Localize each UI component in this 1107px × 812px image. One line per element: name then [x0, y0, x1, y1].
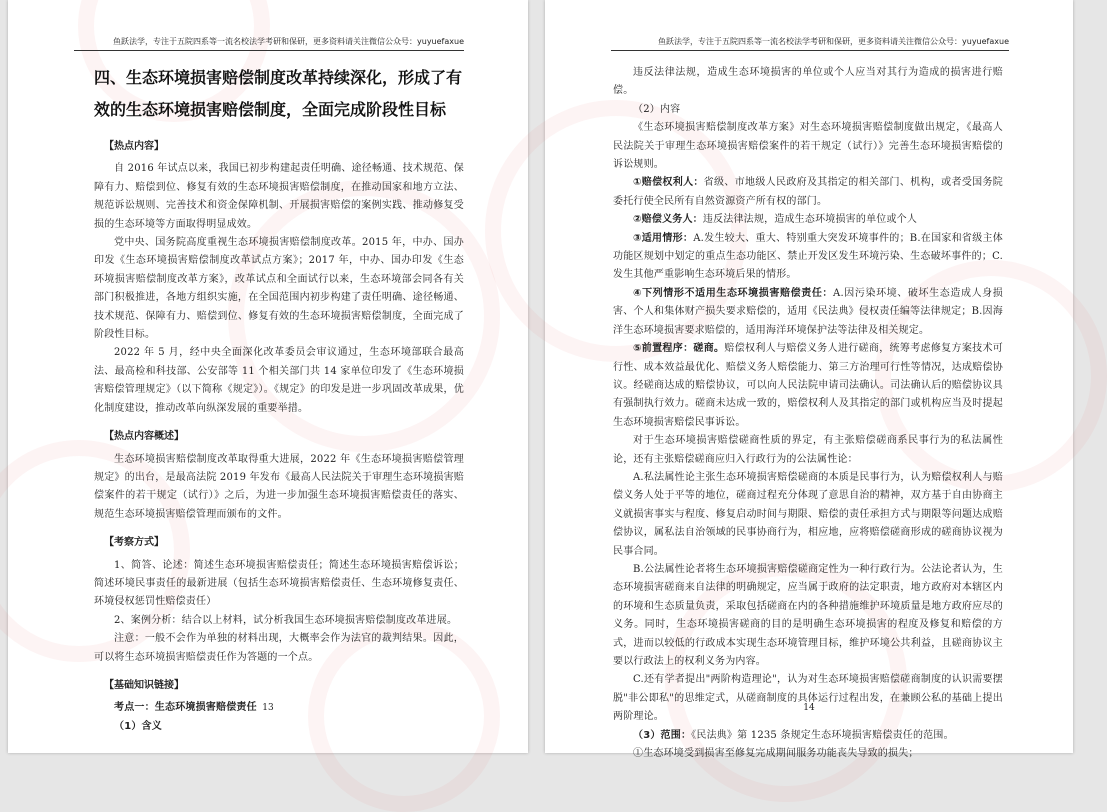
page-number: 13: [262, 703, 274, 713]
paragraph: 2、案例分析：结合以上材料，试分析我国生态环境损害赔偿制度改革进展。: [114, 614, 458, 626]
paragraph: [613, 230, 1003, 285]
item-label: ⑤前置程序：磋商。: [633, 343, 725, 355]
paragraph: 违反法律法规，造成生态环境损害的单位或个人应当对其行为造成的损害进行赔偿。: [613, 67, 1003, 97]
document-page-left: [8, 0, 528, 753]
item-text: A.因污染环境、破坏生态造成人身损害、个人和集体财产损失要求赔偿的，适用《民法典》侵权责任编等法律规定；B.因海洋生态环境损害要求赔偿的，适用海洋环境保护法等法律及相关规定。: [613, 287, 1003, 336]
subheading: （1）含义: [114, 720, 162, 732]
subheading: （2）内容: [633, 103, 681, 115]
item-label: ①赔偿权利人：: [633, 177, 704, 189]
page-content: [613, 64, 1003, 763]
paragraph: 对于生态环境损害赔偿磋商性质的界定，有主张赔偿磋商系民事行为的私法属性论，还有主张赔偿磋商应归入行政行为的公法属性论：: [613, 435, 1003, 465]
page-header: 鱼跃法学，专注于五院四系等一流名校法学考研和保研，更多资料请关注微信公众号：yuyuefaxue: [74, 36, 464, 51]
paragraph: [613, 174, 1003, 211]
paragraph: A.私法属性论主张生态环境损害赔偿磋商的本质是民事行为，认为赔偿权利人与赔偿义务人处于平等的地位，磋商过程充分体现了意思自治的精神，双方基于自由协商主义就损害事实与程度、修复启动时间与期限、赔偿的责任承担方式与期限等问题达成赔偿协议，属私法自治领域的民事协商行为，相应地，应将赔偿磋商形成的磋商协议视为民事合同。: [613, 471, 1003, 557]
item-text: 省级、市地级人民政府及其指定的相关部门、机构，或者受国务院委托行使全民所有自然资源资产所有权的部门。: [613, 177, 1003, 207]
item-text: A.发生较大、重大、特别重大突发环境事件的；B.在国家和省级主体功能区规划中划定的重点生态功能区、禁止开发区发生环境污染、生态破坏事件的；C.发生其他严重影响生态环境后果的情形。: [613, 232, 1004, 281]
section-label-hot-content: 【热点内容】: [104, 141, 164, 152]
paragraph: 党中央、国务院高度重视生态环境损害赔偿制度改革。2015 年，中办、国办印发《生态环境损害赔偿制度改革试点方案》；2017 年，中办、国办印发《生态环境损害赔偿制度改革方案》，改革试点和全面试行以来，生态环境部会同各有关部门积极推进，各地方组织实施，在全国范围内初步构建了责任明确、途径畅通、技术规范、保障有力、赔偿到位、修复有效的生态环境损害赔偿制度，全面完成了阶段性目标。: [94, 237, 464, 341]
item-label: ③适用情形：: [633, 232, 694, 244]
paragraph: ①生态环境受到损害至修复完成期间服务功能丧失导致的损失；: [633, 748, 919, 760]
paragraph: [613, 285, 1003, 340]
paragraph: 1、简答、论述：简述生态环境损害赔偿责任；简述生态环境损害赔偿诉讼；简述环境民事责任的最新进展（包括生态环境损害赔偿责任、生态环境修复责任、环境侵权惩罚性赔偿责任）: [94, 559, 464, 608]
item-text: 违反法律法规，造成生态环境损害的单位或个人: [702, 214, 918, 226]
paragraph: 2022 年 5 月，经中央全面深化改革委员会审议通过，生态环境部联合最高法、最高检和科技部、公安部等 11 个相关部门共 14 家单位印发了《生态环境损害赔偿管理规定》（以下简称《规定》）。《规定》的印发是进一步巩固改革成果，优化制度建设，推动改革向纵深发展的重要举措。: [94, 347, 464, 414]
paragraph: [613, 727, 1003, 745]
item-text: 赔偿权利人与赔偿义务人进行磋商，统筹考虑修复方案技术可行性、成本效益最优化、赔偿义务人赔偿能力、第三方治理可行性等情况，达成赔偿协议。经磋商达成的赔偿协议，可以向人民法院申请司法确认。司法确认后的赔偿协议具有强制执行效力。磋商未达成一致的，赔偿权利人及其指定的部门或机构应当及时提起生态环境损害赔偿民事诉讼。: [613, 343, 1003, 428]
section-label-overview: 【热点内容概述】: [104, 431, 184, 443]
paragraph: 生态环境损害赔偿制度改革取得重大进展，2022 年《生态环境损害赔偿管理规定》的出台，是最高法院 2019 年发布《最高人民法院关于审理生态环境损害赔偿案件的若干规定（试行）》之后，为进一步加强生态环境损害赔偿责任的落实、规范生态环境损害赔偿管理而颁布的文件。: [94, 453, 464, 520]
item-label: （3）范围：: [633, 729, 692, 741]
paragraph: 注意：一般不会作为单独的材料出现，大概率会作为法官的裁判结果。因此，可以将生态环境损害赔偿责任作为答题的一个点。: [94, 633, 464, 663]
section-title: 四、生态环境损害赔偿制度改革持续深化，形成了有效的生态环境损害赔偿制度，全面完成阶段性目标: [94, 68, 463, 119]
paragraph: [613, 340, 1003, 432]
paragraph: C.还有学者提出"两阶构造理论"，认为对生态环境损害赔偿磋商制度的认识需要摆脱"非公即私"的思维定式，从磋商制度的具体运行过程出发，在兼顾公私的基础上提出两阶理论。: [613, 674, 1003, 723]
section-label-knowledge-link: 【基础知识链接】: [104, 679, 184, 691]
paragraph: 《生态环境损害赔偿制度改革方案》对生态环境损害赔偿制度做出规定，《最高人民法院关于审理生态环境损害赔偿案件的若干规定（试行）》完善生态环境损害赔偿的诉讼规则。: [613, 122, 1003, 171]
document-page-right: [545, 0, 1073, 760]
item-label: ④下列情形不适用生态环境损害赔偿责任：: [633, 287, 834, 299]
paragraph: B.公法属性论者将生态环境损害赔偿磋商定性为一种行政行为。公法论者认为，生态环境损害磋商来自法律的明确规定，应当属于政府的法定职责，地方政府对本辖区内的环境和生态质量负责，采取包括磋商在内的各种措施维护环境质量是地方政府应尽的义务。同时，生态环境损害磋商的目的是明确生态环境损害的程度及修复和赔偿的方式，进而以较低的行政成本实现生态环境管理目标，维护环境公共利益，且磋商协议主要以行政法上的权利义务为内容。: [613, 563, 1003, 667]
section-label-exam-method: 【考察方式】: [104, 537, 164, 549]
item-text: 《民法典》第 1235 条规定生态环境损害赔偿责任的范围。: [691, 729, 954, 741]
item-label: ②赔偿义务人：: [633, 214, 703, 226]
paragraph: 自 2016 年试点以来，我国已初步构建起责任明确、途径畅通、技术规范、保障有力、赔偿到位、修复有效的生态环境损害赔偿制度，在推动国家和地方立法、规范诉讼规则、完善技术和资金保障机制、开展损害赔偿的案例实践、推动修复受损的生态环境等方面取得明显成效。: [94, 163, 464, 230]
page-number: 14: [803, 703, 815, 713]
paragraph: [613, 211, 1003, 229]
page-header: 鱼跃法学，专注于五院四系等一流名校法学考研和保研，更多资料请关注微信公众号：yuyuefaxue: [611, 36, 1009, 51]
key-point-heading: 考点一：生态环境损害赔偿责任: [114, 702, 257, 714]
page-content: [94, 62, 464, 736]
